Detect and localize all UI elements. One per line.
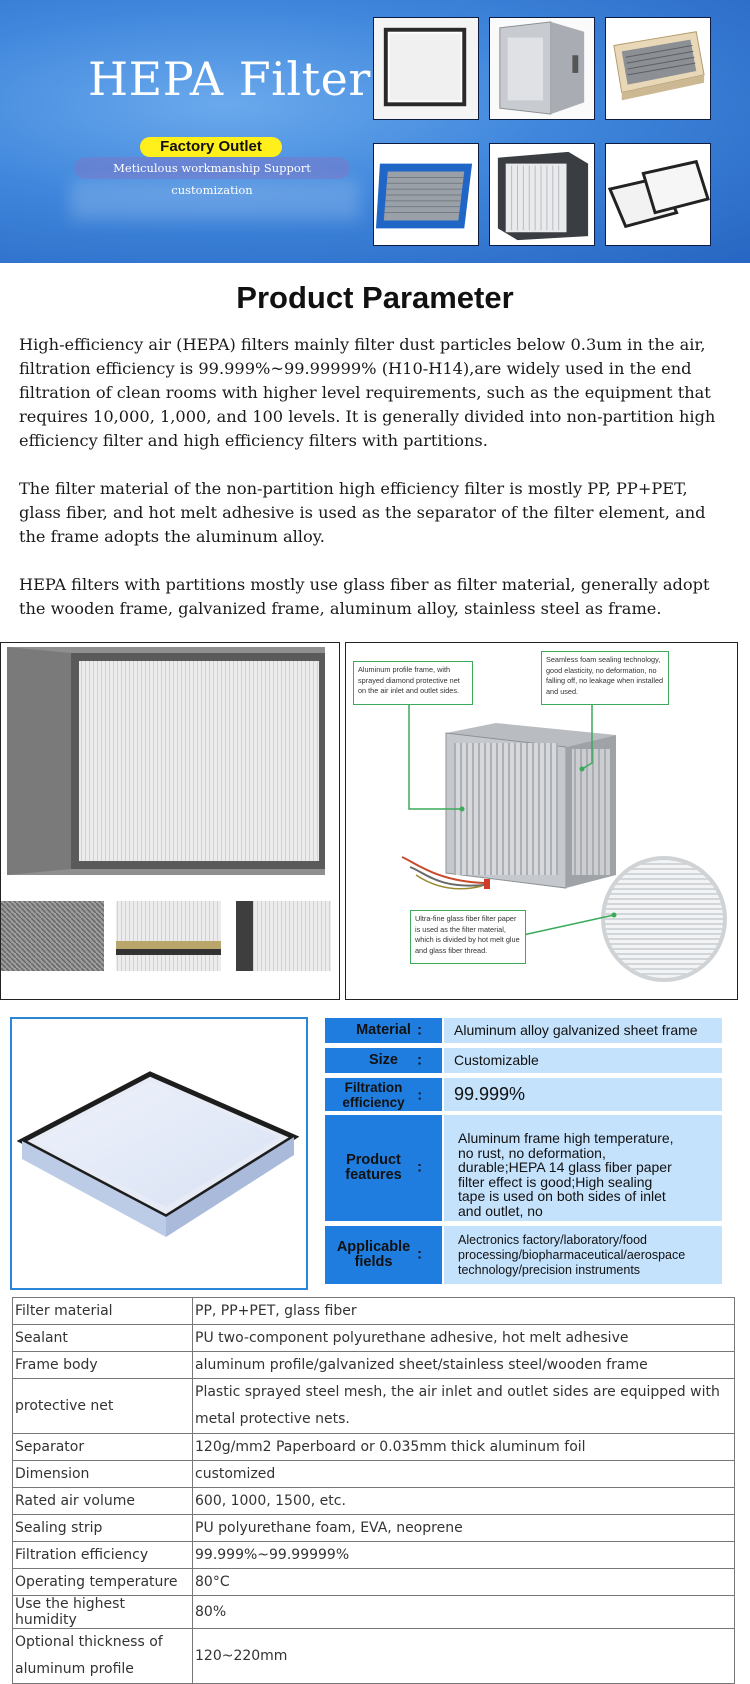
filter-photo-icon [490,18,594,119]
table-key: Filtration efficiency [13,1542,193,1569]
table-value: 600, 1000, 1500, etc. [193,1488,735,1515]
spec-row-applicable-fields [325,1226,722,1284]
banner-title: HEPA Filter [88,52,371,106]
table-row [13,1488,735,1515]
filter-photo-icon [374,144,478,245]
table-key: Operating temperature [13,1569,193,1596]
panel-filter-photo [12,1019,306,1288]
product-image-frame [10,1017,308,1290]
spec-label: Material : [325,1018,442,1043]
callout-foam-sealing: Seamless foam sealing technology, good elasticity, no deformation, no falling off, no leakage when installed and used. [541,651,669,705]
spec-row-filtration-efficiency [325,1078,722,1111]
filter-closeup-photo [1,643,340,1000]
table-value: PU two-component polyurethane adhesive, hot melt adhesive [193,1325,735,1352]
photo-panel-diagram [345,642,738,1000]
table-value: PP, PP+PET, glass fiber [193,1298,735,1325]
spec-value: Aluminum frame high temperature, no rust, no deformation, durable;HEPA 14 glass fiber paper filter effect is good;High sealing tape is used on both sides of inlet and outlet, no [444,1115,722,1221]
thumb-deep-pleat-filter [489,143,595,246]
thumb-wooden-frame-filter [605,17,711,120]
spec-value: Customizable [444,1048,722,1073]
table-value: customized [193,1461,735,1488]
table-key: Use the highest humidity [13,1596,193,1629]
table-value: 80% [193,1596,735,1629]
filter-photo-icon [374,18,478,119]
filter-photo-icon [490,144,594,245]
table-value: 99.999%~99.99999% [193,1542,735,1569]
thumb-two-panel-filters [605,143,711,246]
spec-row-size [325,1048,722,1073]
factory-outlet-badge: Factory Outlet [140,137,282,157]
photo-panel-closeups [0,642,340,1000]
table-row [13,1569,735,1596]
callout-glass-fiber-paper: Ultra-fine glass fiber filter paper is used as the filter material, which is divided by hot melt glue and glass fiber thread. [410,910,526,964]
thumb-panel-filter-white [373,17,479,120]
description-paragraph-3: HEPA filters with partitions mostly use glass fiber as filter material, generally adopt the wooden frame, galvanized frame, aluminum alloy, stainless steel as frame. [19,575,710,618]
table-value: Plastic sprayed steel mesh, the air inlet and outlet sides are equipped with metal protective nets. [193,1379,735,1434]
spec-label: Filtration efficiency : [325,1078,442,1111]
filter-photo-icon [606,18,710,119]
table-value: aluminum profile/galvanized sheet/stainless steel/wooden frame [193,1352,735,1379]
table-row [13,1325,735,1352]
table-key: Frame body [13,1352,193,1379]
description-paragraph-2: The filter material of the non-partition high efficiency filter is mostly PP, PP+PET, glass fiber, and hot melt adhesive is used as the separator of the filter element, and the frame adopts the aluminum alloy. [19,479,706,546]
table-key: Sealant [13,1325,193,1352]
table-key: Optional thickness of aluminum profile [13,1629,193,1684]
table-key: Separator [13,1434,193,1461]
banner-subtitle: Meticulous workmanship Support customization [74,157,350,179]
spec-label: Size : [325,1048,442,1073]
spec-value: 99.999% [444,1078,722,1111]
spec-label: Product features : [325,1115,442,1221]
table-row [13,1542,735,1569]
spec-value: Aluminum alloy galvanized sheet frame [444,1018,722,1043]
table-key: Dimension [13,1461,193,1488]
parameter-table [12,1297,735,1684]
thumb-box-filter-handle [489,17,595,120]
table-row [13,1434,735,1461]
table-row [13,1515,735,1542]
table-key: Rated air volume [13,1488,193,1515]
thumb-blue-frame-filter [373,143,479,246]
callout-aluminum-frame: Aluminum profile frame, with sprayed diamond protective net on the air inlet and outlet sides. [353,661,473,705]
table-row [13,1629,735,1684]
filter-photo-icon [606,144,710,245]
table-key: Sealing strip [13,1515,193,1542]
spec-row-product-features [325,1115,722,1221]
table-value: PU polyurethane foam, EVA, neoprene [193,1515,735,1542]
table-value: 120g/mm2 Paperboard or 0.035mm thick aluminum foil [193,1434,735,1461]
spec-value: Alectronics factory/laboratory/food processing/biopharmaceutical/aerospace technology/precision instruments [444,1226,722,1284]
table-row [13,1298,735,1325]
hero-banner [0,0,750,263]
description-paragraph-1: High-efficiency air (HEPA) filters mainly filter dust particles below 0.3um in the air, filtration efficiency is 99.999%~99.99999% (H10-H14),are widely used in the end filtration of clean rooms with higher level requirements, such as the equipment that requires 10,000, 1,000, and 100 levels. It is generally divided into non-partition high efficiency filter and high efficiency filters with partitions. [19,335,716,450]
section-title: Product Parameter [236,280,514,315]
spec-label: Applicable fields : [325,1226,442,1284]
table-row [13,1352,735,1379]
table-row [13,1461,735,1488]
table-row [13,1596,735,1629]
table-value: 120~220mm [193,1629,735,1684]
table-key: protective net [13,1379,193,1434]
table-key: Filter material [13,1298,193,1325]
table-value: 80°C [193,1569,735,1596]
table-row [13,1379,735,1434]
spec-row-material [325,1018,722,1043]
